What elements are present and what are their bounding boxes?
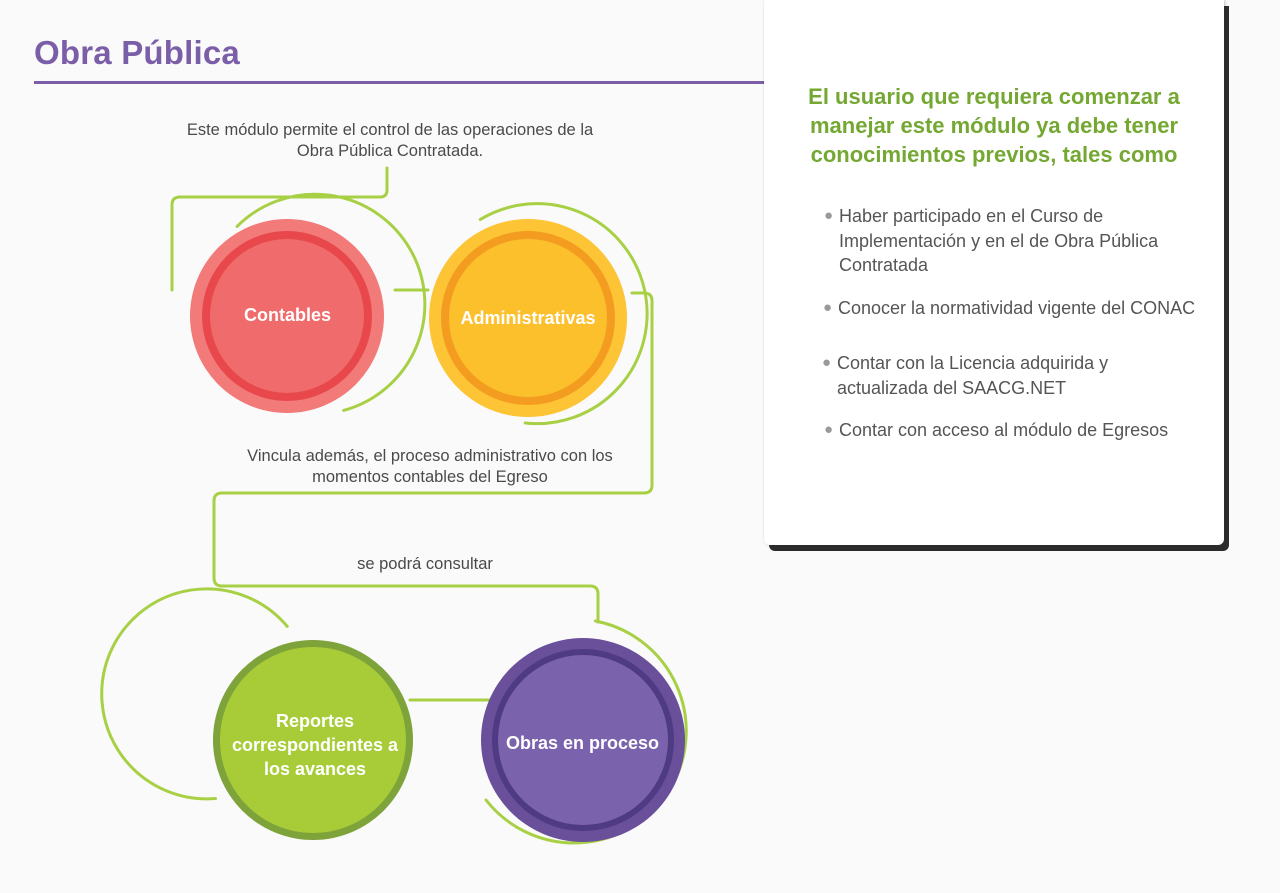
requirement-item — [823, 296, 1198, 321]
bullet-icon: ● — [823, 299, 833, 316]
reportes-label: Reportes correspondientes a los avances — [231, 711, 399, 779]
requirement-item — [824, 418, 1199, 443]
consult-caption: se podrá consultar — [357, 555, 493, 573]
bullet-icon: ● — [824, 421, 834, 438]
administrativas-label: Administrativas — [460, 308, 596, 328]
requirement-text: Conocer la normatividad vigente del CONAC — [838, 298, 1196, 318]
requirement-text: Haber participado en el Curso de Implementación y en el de Obra Pública Contratada — [839, 206, 1159, 275]
requirement-text: Contar con acceso al módulo de Egresos — [839, 420, 1169, 440]
requirement-item — [822, 351, 1197, 400]
requirement-text: Contar con la Licencia adquirida y actualizada del SAACG.NET — [837, 353, 1109, 398]
requirement-item — [824, 204, 1189, 278]
requirements-heading: El usuario que requiera comenzar a manejar este módulo ya debe tener conocimientos previos, tales como — [808, 84, 1180, 167]
page-title: Obra Pública — [34, 34, 240, 71]
bullet-icon: ● — [822, 354, 832, 371]
bullet-icon: ● — [824, 207, 834, 224]
contables-label: Contables — [243, 305, 331, 325]
requirements-panel — [764, 0, 1224, 545]
intro-caption: Este módulo permite el control de las operaciones de la Obra Pública Contratada. — [186, 121, 594, 160]
obras-label: Obras en proceso — [505, 733, 660, 753]
link-caption: Vincula además, el proceso administrativo con los momentos contables del Egreso — [247, 447, 613, 486]
